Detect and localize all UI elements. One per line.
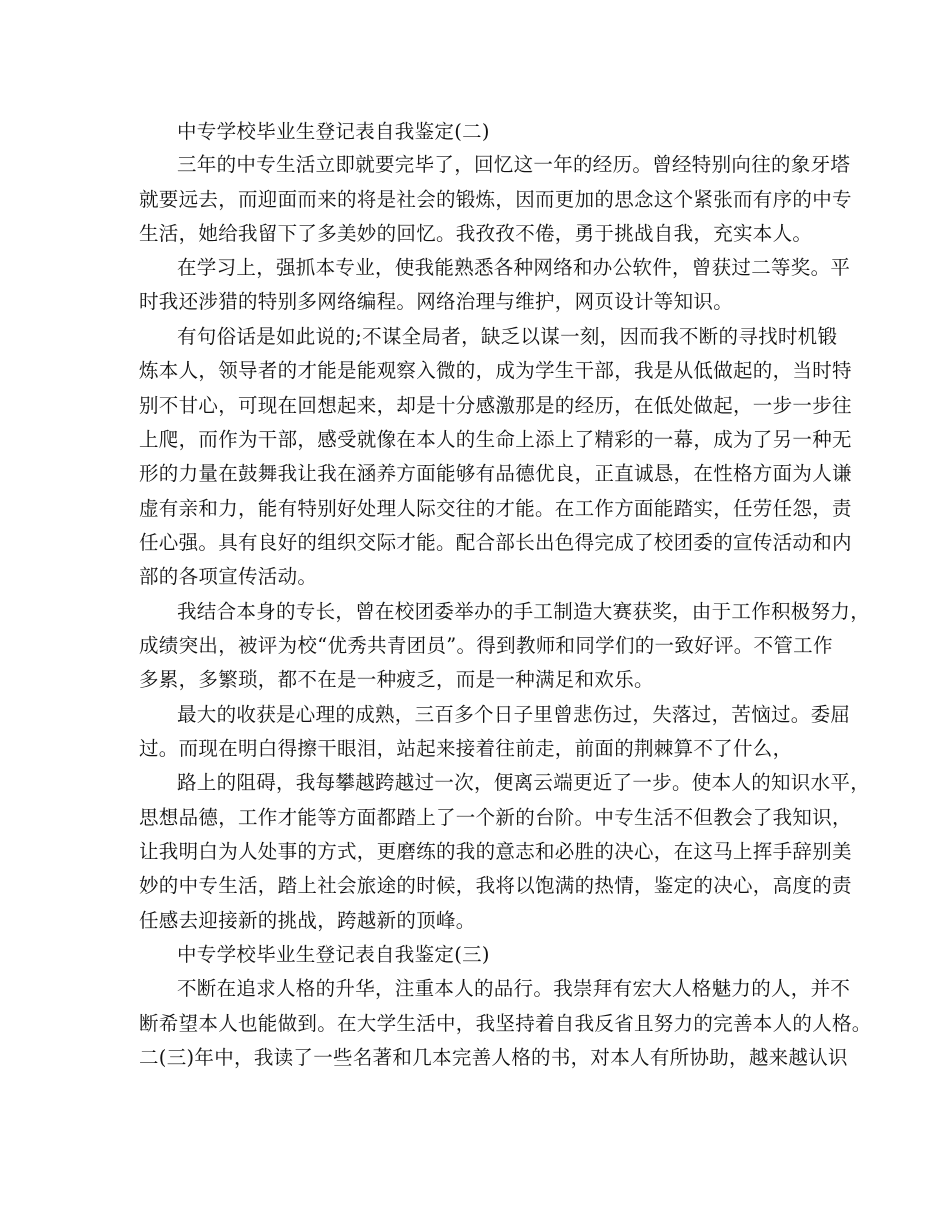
- text-line: 虚有亲和力，能有特别好处理人际交往的才能。在工作方面能踏实，任劳任怨，责: [139, 497, 852, 520]
- text-line: 路上的阻碍，我每攀越跨越过一次，便离云端更近了一步。使本人的知识水平，: [177, 771, 871, 794]
- text-line: 时我还涉猎的特别多网络编程。网络治理与维护，网页设计等知识。: [139, 290, 734, 313]
- text-line: 上爬，而作为干部，感受就像在本人的生命上添上了精彩的一幕，成为了另一种无: [139, 428, 852, 451]
- text-line: 让我明白为人处事的方式，更磨练的我的意志和必胜的决心，在这马上挥手辞别美: [139, 840, 852, 863]
- heading-section-3: 中专学校毕业生登记表自我鉴定(三): [177, 943, 490, 966]
- text-line: 多累，多繁琐，都不在是一种疲乏，而是一种满足和欢乐。: [139, 668, 654, 691]
- heading-section-2: 中专学校毕业生登记表自我鉴定(二): [177, 120, 490, 143]
- text-line: 炼本人，领导者的才能是能观察入微的，成为学生干部，我是从低做起的，当时特: [139, 359, 852, 382]
- text-line: 最大的收获是心理的成熟，三百多个日子里曾悲伤过，失落过，苦恼过。委屈: [177, 703, 851, 726]
- text-line: 形的力量在鼓舞我让我在涵养方面能够有品德优良，正直诚恳，在性格方面为人谦: [139, 462, 852, 485]
- text-line: 生活，她给我留下了多美妙的回忆。我孜孜不倦，勇于挑战自我，充实本人。: [139, 222, 813, 245]
- text-line: 别不甘心，可现在回想起来，却是十分感激那是的经历，在低处做起，一步一步往: [139, 394, 852, 417]
- text-line: 任感去迎接新的挑战，跨越新的顶峰。: [139, 909, 476, 932]
- text-line: 部的各项宣传活动。: [139, 565, 318, 588]
- text-line: 过。而现在明白得擦干眼泪，站起来接着往前走，前面的荆棘算不了什么，: [139, 737, 793, 760]
- text-line: 任心强。具有良好的组织交际才能。配合部长出色得完成了校团委的宣传活动和内: [139, 531, 852, 554]
- text-line: 就要远去，而迎面而来的将是社会的锻炼，因而更加的思念这个紧张而有序的中专: [139, 188, 852, 211]
- text-line: 不断在追求人格的升华，注重本人的品行。我崇拜有宏大人格魅力的人，并不: [177, 977, 851, 1000]
- text-line: 三年的中专生活立即就要完毕了，回忆这一年的经历。曾经特别向往的象牙塔: [177, 153, 851, 176]
- text-line: 在学习上，强抓本专业，使我能熟悉各种网络和办公软件，曾获过二等奖。平: [177, 256, 851, 279]
- text-line: 思想品德，工作才能等方面都踏上了一个新的台阶。中专生活不但教会了我知识，: [139, 806, 852, 829]
- text-line: 我结合本身的专长，曾在校团委举办的手工制造大赛获奖，由于工作积极努力，: [177, 600, 871, 623]
- text-line: 成绩突出，被评为校“优秀共青团员”。得到教师和同学们的一致好评。不管工作: [139, 634, 833, 657]
- text-line: 断希望本人也能做到。在大学生活中，我坚持着自我反省且努力的完善本人的人格。: [139, 1012, 872, 1035]
- text-line: 二(三)年中，我读了一些名著和几本完善人格的书，对本人有所协助，越来越认识: [139, 1046, 848, 1069]
- text-line: 妙的中专生活，踏上社会旅途的时候，我将以饱满的热情，鉴定的决心，高度的责: [139, 874, 852, 897]
- text-line: 有句俗话是如此说的;不谋全局者，缺乏以谋一刻，因而我不断的寻找时机锻: [177, 325, 838, 348]
